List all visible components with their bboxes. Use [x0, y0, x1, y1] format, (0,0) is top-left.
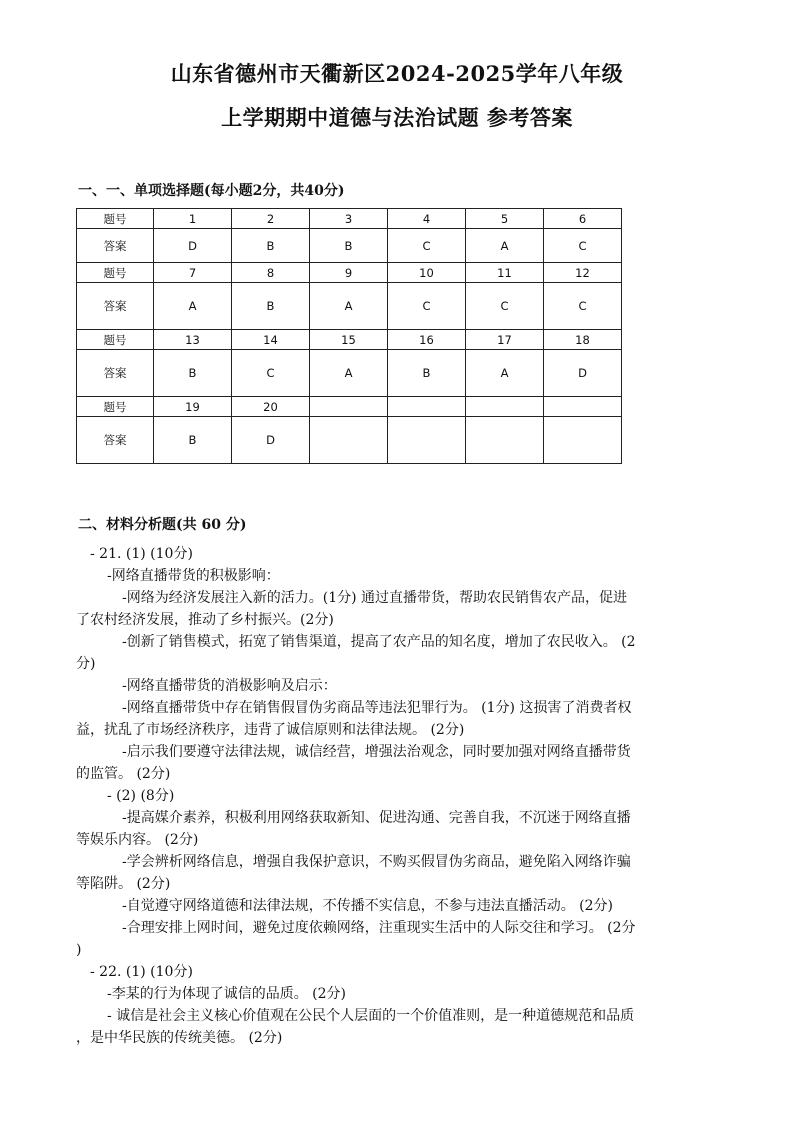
- question-number-cell: 9: [310, 263, 388, 283]
- question-number-cell: 14: [232, 330, 310, 350]
- answer-line: - 21. (1) (10分): [90, 546, 193, 562]
- question-number-cell: 1: [154, 209, 232, 229]
- answer-row: [77, 283, 622, 330]
- question-number-cell: 18: [544, 330, 622, 350]
- section2-heading: 二、材料分析题(共 60 分): [78, 517, 247, 533]
- question-number-cell: 11: [466, 263, 544, 283]
- question-number-cell: 17: [466, 330, 544, 350]
- page-title-line2: 上学期期中道德与法治试题 参考答案: [221, 105, 573, 130]
- answer-cell: B: [154, 417, 232, 464]
- question-number-row: [77, 397, 622, 417]
- page-title-line1: 山东省德州市天衢新区2024-2025学年八年级: [170, 61, 624, 86]
- question-number-cell: 3: [310, 209, 388, 229]
- question-number-row: [77, 263, 622, 283]
- answer-line: - 诚信是社会主义核心价值观在公民个人层面的一个价值准则，是一种道德规范和品质: [107, 1008, 635, 1024]
- answer-line: -网络直播带货的消极影响及启示：: [122, 678, 337, 694]
- question-number-cell: 4: [388, 209, 466, 229]
- answer-cell: [310, 417, 388, 464]
- question-number-cell: 10: [388, 263, 466, 283]
- question-number-cell: 12: [544, 263, 622, 283]
- answer-cell: D: [544, 350, 622, 397]
- question-number-cell: 5: [466, 209, 544, 229]
- answer-line: -学会辨析网络信息，增强自我保护意识，不购买假冒伪劣商品，避免陷入网络诈骗: [122, 854, 631, 870]
- row-label-answer: 答案: [77, 283, 154, 330]
- answer-line: - (2) (8分): [107, 788, 175, 804]
- row-label-question: 题号: [77, 397, 154, 417]
- answer-line: ): [76, 942, 82, 958]
- answer-cell: C: [544, 283, 622, 330]
- answer-row: [77, 350, 622, 397]
- answer-line: 了农村经济发展，推动了乡村振兴。(2分): [76, 612, 334, 628]
- row-label-answer: 答案: [77, 417, 154, 464]
- answer-cell: B: [232, 229, 310, 263]
- answer-cell: A: [466, 229, 544, 263]
- answer-cell: B: [154, 350, 232, 397]
- answer-cell: C: [388, 229, 466, 263]
- question-number-cell: 13: [154, 330, 232, 350]
- question-number-cell: [466, 397, 544, 417]
- question-number-row: [77, 209, 622, 229]
- answer-cell: [544, 417, 622, 464]
- answer-cell: C: [232, 350, 310, 397]
- question-number-cell: [544, 397, 622, 417]
- question-number-cell: 20: [232, 397, 310, 417]
- answer-line: ，是中华民族的传统美德。 (2分): [76, 1030, 283, 1046]
- answer-line: -网络直播带货中存在销售假冒伪劣商品等违法犯罪行为。 (1分) 这损害了消费者权: [122, 700, 632, 716]
- answer-cell: C: [544, 229, 622, 263]
- question-number-cell: 8: [232, 263, 310, 283]
- answer-line: -启示我们要遵守法律法规，诚信经营，增强法治观念，同时要加强对网络直播带货: [122, 744, 631, 760]
- section1-heading: 一、一、单项选择题(每小题2分，共40分): [78, 183, 345, 199]
- question-number-cell: 2: [232, 209, 310, 229]
- answer-cell: A: [154, 283, 232, 330]
- question-number-cell: 7: [154, 263, 232, 283]
- answer-line: -网络直播带货的积极影响：: [107, 568, 280, 584]
- answer-line: -自觉遵守网络道德和法律法规，不传播不实信息，不参与违法直播活动。 (2分): [122, 898, 614, 914]
- answer-table: [76, 208, 622, 464]
- question-number-cell: [388, 397, 466, 417]
- row-label-question: 题号: [77, 209, 154, 229]
- answer-cell: B: [388, 350, 466, 397]
- answer-line: 分): [76, 656, 96, 672]
- answer-line: 益，扰乱了市场经济秩序，违背了诚信原则和法律法规。 (2分): [76, 722, 465, 738]
- answer-cell: C: [388, 283, 466, 330]
- answer-row: [77, 229, 622, 263]
- answer-line: -李某的行为体现了诚信的品质。 (2分): [107, 986, 347, 1002]
- answer-line: -网络为经济发展注入新的活力。(1分) 通过直播带货，帮助农民销售农产品，促进: [122, 590, 628, 606]
- row-label-question: 题号: [77, 330, 154, 350]
- answer-line: 等娱乐内容。 (2分): [76, 832, 199, 848]
- row-label-question: 题号: [77, 263, 154, 283]
- answer-line: 的监管。 (2分): [76, 766, 171, 782]
- answer-line: -提高媒介素养，积极利用网络获取新知、促进沟通、完善自我，不沉迷于网络直播: [122, 810, 631, 826]
- question-number-cell: 15: [310, 330, 388, 350]
- row-label-answer: 答案: [77, 229, 154, 263]
- answer-cell: D: [154, 229, 232, 263]
- answer-cell: A: [310, 350, 388, 397]
- question-number-cell: [310, 397, 388, 417]
- answer-line: - 22. (1) (10分): [90, 964, 193, 980]
- answer-cell: B: [310, 229, 388, 263]
- answer-cell: A: [466, 350, 544, 397]
- answer-cell: A: [310, 283, 388, 330]
- answer-cell: [466, 417, 544, 464]
- answer-cell: B: [232, 283, 310, 330]
- question-number-cell: 6: [544, 209, 622, 229]
- answer-line: 等陷阱。 (2分): [76, 876, 171, 892]
- answer-cell: D: [232, 417, 310, 464]
- answer-cell: C: [466, 283, 544, 330]
- answer-row: [77, 417, 622, 464]
- question-number-cell: 16: [388, 330, 466, 350]
- question-number-cell: 19: [154, 397, 232, 417]
- answer-cell: [388, 417, 466, 464]
- row-label-answer: 答案: [77, 350, 154, 397]
- answer-line: -合理安排上网时间，避免过度依赖网络，注重现实生活中的人际交往和学习。 (2分: [122, 920, 636, 936]
- question-number-row: [77, 330, 622, 350]
- answer-line: -创新了销售模式，拓宽了销售渠道，提高了农产品的知名度，增加了农民收入。 (2: [122, 634, 636, 650]
